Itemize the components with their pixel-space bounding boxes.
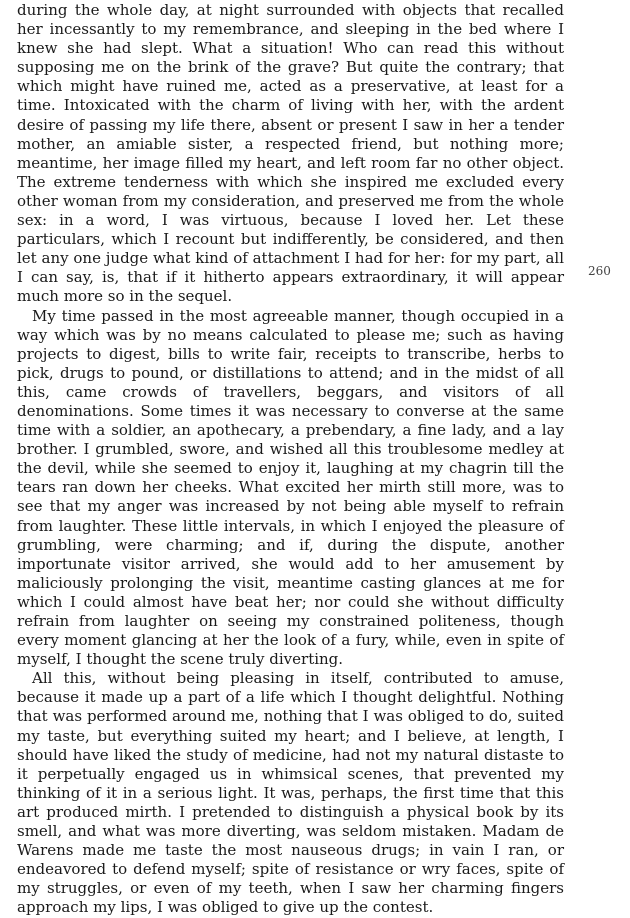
paragraph-1: during the whole day, at night surrounded with objects that recalled her incessantly to my remembrance, and sleeping in the bed where I knew she had slept. What a situation! Who can read this without supposing me on the brink of the grave? But quite the contrary; that which might have ruined me, acted as a preservative, at least for a time. Intoxicated with the charm of living with her, with the ardent desire of passing my life there, absent or present I saw in her a tender mother, an amiable sister, a respected friend, but nothing more; meantime, her image filled my heart, and left room far no other object. The extreme tenderness with which she inspired me excluded every other woman from my consideration, and preserved me from the whole sex: in a word, I was virtuous, because I loved her. Let these particulars, which I recount but indifferently, be considered, and then let any one judge what kind of attachment I had for her: for my part, all I can say, is, that if it hitherto appears extraordinary, it will appear much more so in the sequel. bbox=[17, 1, 564, 306]
body-text bbox=[17, 1, 564, 918]
paragraph-3: All this, without being pleasing in itself, contributed to amuse, because it made up a part of a life which I thought delightful. Nothing that was performed around me, nothing that I was obliged to do, suited my taste, but everything suited my heart; and I believe, at length, I should have liked the study of medicine, had not my natural distaste to it perpetually engaged us in whimsical scenes, that prevented my thinking of it in a serious light. It was, perhaps, the first time that this art produced mirth. I pretended to distinguish a physical book by its smell, and what was more diverting, was seldom mistaken. Madam de Warens made me taste the most nauseous drugs; in vain I ran, or endeavored to defend myself; spite of resistance or wry faces, spite of my struggles, or even of my teeth, when I saw her charming fingers approach my lips, I was obliged to give up the contest. bbox=[17, 669, 564, 917]
paragraph-2: My time passed in the most agreeable manner, though occupied in a way which was by no means calculated to please me; such as having projects to digest, bills to write fair, receipts to transcribe, herbs to pick, drugs to pound, or distillations to attend; and in the midst of all this, came crowds of travellers, beggars, and visitors of all denominations. Some times it was necessary to converse at the same time with a soldier, an apothecary, a prebendary, a fine lady, and a lay brother. I grumbled, swore, and wished all this troublesome medley at the devil, while she seemed to enjoy it, laughing at my chagrin till the tears ran down her cheeks. What excited her mirth still more, was to see that my anger was increased by not being able myself to refrain from laughter. These little intervals, in which I enjoyed the pleasure of grumbling, were charming; and if, during the dispute, another importunate visitor arrived, she would add to her amusement by maliciously prolonging the visit, meantime casting glances at me for which I could almost have beat her; nor could she without difficulty refrain from laughter on seeing my constrained politeness, though every moment glancing at her the look of a fury, while, even in spite of myself, I thought the scene truly diverting. bbox=[17, 306, 564, 669]
page-number: 260 bbox=[588, 264, 611, 278]
